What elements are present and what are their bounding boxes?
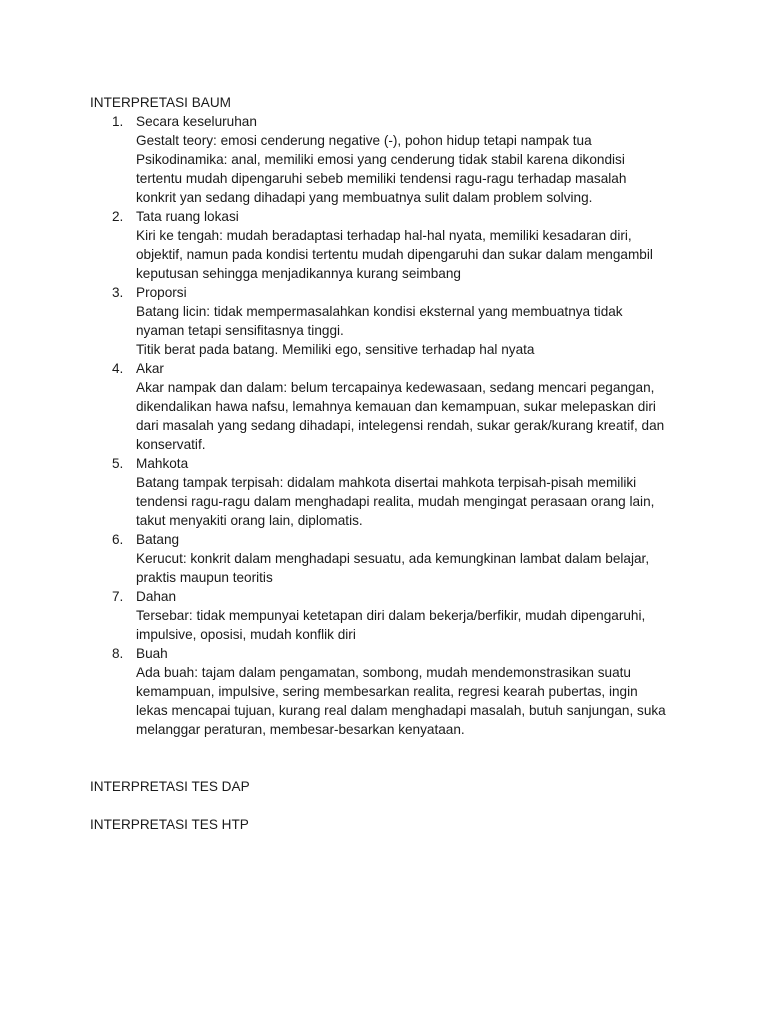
item-text-line: objektif, namun pada kondisi tertentu mudah dipengaruhi dan sukar dalam mengambil bbox=[136, 247, 653, 262]
item-text-line: impulsive, oposisi, mudah konflik diri bbox=[136, 627, 356, 642]
item-title: Proporsi bbox=[136, 285, 187, 300]
item-text-line: tendensi ragu-ragu dalam menghadapi realita, mudah mengingat perasaan orang lain, bbox=[136, 494, 655, 509]
item-text-line: dari masalah yang sedang dihadapi, intelegensi rendah, sukar gerak/kurang kreatif, dan bbox=[136, 418, 665, 433]
item-number: 3. bbox=[112, 285, 124, 300]
item-title: Buah bbox=[136, 646, 168, 661]
numbered-list bbox=[90, 112, 690, 739]
item-text-line: praktis maupun teoritis bbox=[136, 570, 273, 585]
item-text-line: tertentu mudah dipengaruhi sebeb memiliki tendensi ragu-ragu terhadap masalah bbox=[136, 171, 627, 186]
list-item bbox=[90, 112, 690, 207]
item-text-line: kemampuan, impulsive, sering membesarkan realita, regresi kearah pubertas, ingin bbox=[136, 684, 638, 699]
item-text-line: Kiri ke tengah: mudah beradaptasi terhadap hal-hal nyata, memiliki kesadaran diri, bbox=[136, 228, 632, 243]
item-title: Mahkota bbox=[136, 456, 189, 471]
item-number: 2. bbox=[112, 209, 124, 224]
heading-interpretasi-baum: INTERPRETASI BAUM bbox=[90, 95, 231, 110]
list-item bbox=[90, 454, 690, 530]
list-item bbox=[90, 283, 690, 359]
item-number: 7. bbox=[112, 589, 124, 604]
list-item bbox=[90, 207, 690, 283]
list-item bbox=[90, 530, 690, 587]
list-item bbox=[90, 359, 690, 454]
document-page bbox=[90, 93, 690, 834]
item-text-line: lekas mencapai tujuan, kurang real dalam menghadapi masalah, butuh sanjungan, suka bbox=[136, 703, 666, 718]
item-text-line: nyaman tetapi sensifitasnya tinggi. bbox=[136, 323, 344, 338]
item-text-line: Batang tampak terpisah: didalam mahkota disertai mahkota terpisah-pisah memiliki bbox=[136, 475, 637, 490]
item-text-line: Gestalt teory: emosi cenderung negative (-), pohon hidup tetapi nampak tua bbox=[136, 133, 592, 148]
item-text-line: Ada buah: tajam dalam pengamatan, sombong, mudah mendemonstrasikan suatu bbox=[136, 665, 631, 680]
item-title: Tata ruang lokasi bbox=[136, 209, 239, 224]
item-title: Secara keseluruhan bbox=[136, 114, 257, 129]
item-number: 8. bbox=[112, 646, 124, 661]
item-text-line: Batang licin: tidak mempermasalahkan kondisi eksternal yang membuatnya tidak bbox=[136, 304, 623, 319]
item-text-line: melanggar peraturan, membesar-besarkan kenyataan. bbox=[136, 722, 465, 737]
heading-interpretasi-tes-htp: INTERPRETASI TES HTP bbox=[90, 817, 249, 832]
item-text-line: konservatif. bbox=[136, 437, 206, 452]
spacer bbox=[90, 796, 690, 815]
item-number: 5. bbox=[112, 456, 124, 471]
item-number: 4. bbox=[112, 361, 124, 376]
list-item bbox=[90, 644, 690, 739]
item-text-line: Kerucut: konkrit dalam menghadapi sesuatu, ada kemungkinan lambat dalam belajar, bbox=[136, 551, 650, 566]
item-text-line: Tersebar: tidak mempunyai ketetapan diri dalam bekerja/berfikir, mudah dipengaruhi, bbox=[136, 608, 646, 623]
item-text-line: takut menyakiti orang lain, diplomatis. bbox=[136, 513, 363, 528]
list-item bbox=[90, 587, 690, 644]
item-title: Dahan bbox=[136, 589, 177, 604]
item-number: 1. bbox=[112, 114, 124, 129]
item-number: 6. bbox=[112, 532, 124, 547]
item-text-line: Titik berat pada batang. Memiliki ego, sensitive terhadap hal nyata bbox=[136, 342, 535, 357]
item-text-line: keputusan sehingga menjadikannya kurang seimbang bbox=[136, 266, 461, 281]
item-text-line: dikendalikan hawa nafsu, lemahnya kemauan dan kemampuan, sukar melepaskan diri bbox=[136, 399, 656, 414]
item-title: Akar bbox=[136, 361, 164, 376]
spacer bbox=[90, 739, 690, 777]
item-text-line: konkrit yan sedang dihadapi yang membuatnya sulit dalam problem solving. bbox=[136, 190, 593, 205]
item-text-line: Psikodinamika: anal, memiliki emosi yang cenderung tidak stabil karena dikondisi bbox=[136, 152, 625, 167]
item-title: Batang bbox=[136, 532, 180, 547]
heading-interpretasi-tes-dap: INTERPRETASI TES DAP bbox=[90, 779, 250, 794]
item-text-line: Akar nampak dan dalam: belum tercapainya kedewasaan, sedang mencari pegangan, bbox=[136, 380, 655, 395]
